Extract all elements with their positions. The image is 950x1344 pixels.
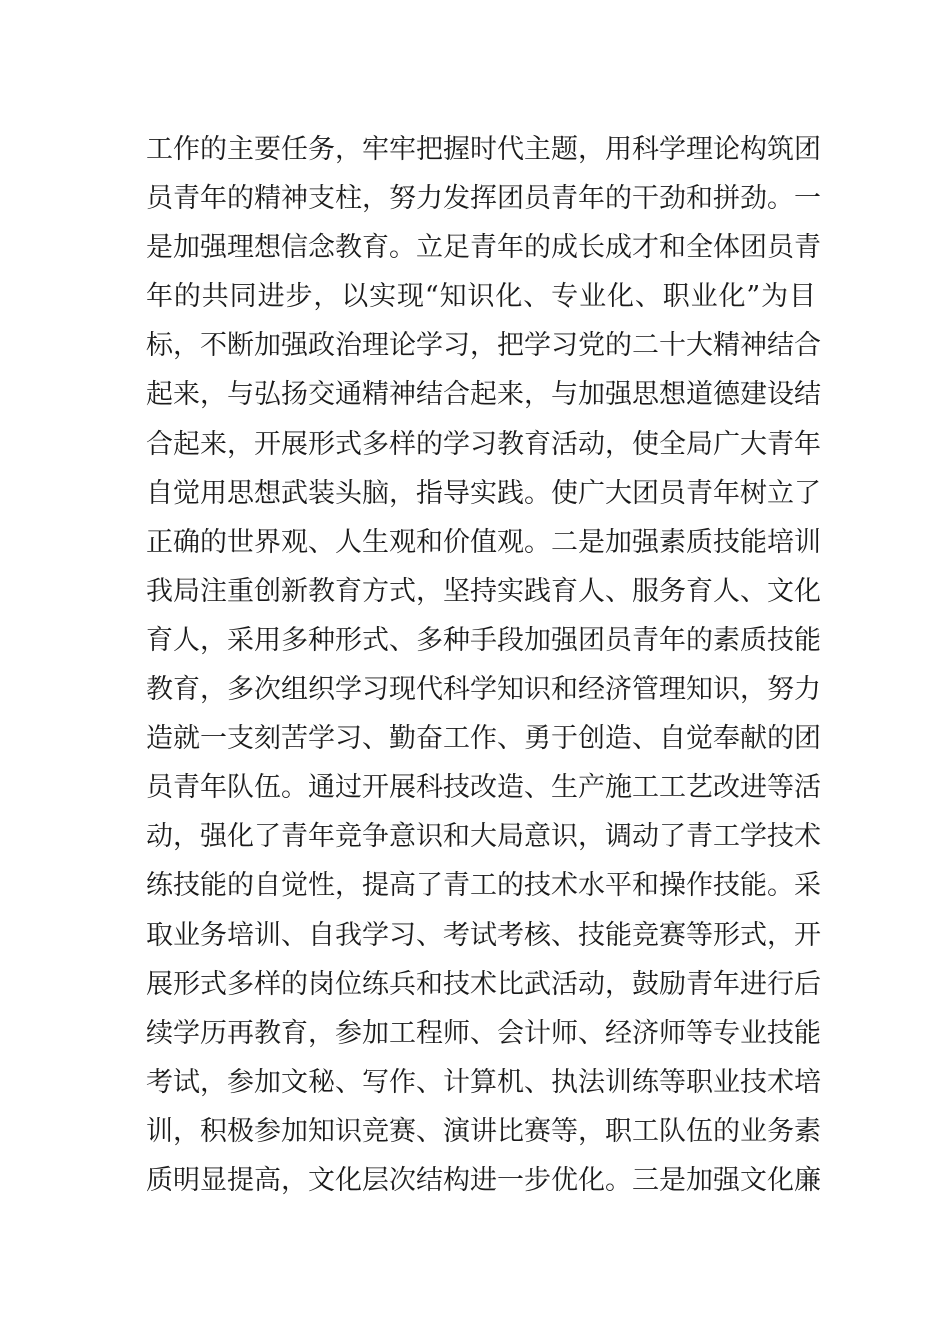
text-line: 自觉用思想武装头脑，指导实践。使广大团员青年树立了 xyxy=(146,477,821,509)
text-line: 年的共同进步，以实现“知识化、专业化、职业化”为目 xyxy=(146,281,816,313)
text-line: 工作的主要任务，牢牢把握时代主题，用科学理论构筑团 xyxy=(146,134,821,165)
text-line: 展形式多样的岗位练兵和技术比武活动，鼓励青年进行后 xyxy=(146,968,821,1000)
text-line: 训，积极参加知识竞赛、演讲比赛等，职工队伍的业务素 xyxy=(146,1115,821,1147)
text-line: 员青年队伍。通过开展科技改造、生产施工工艺改进等活 xyxy=(146,772,821,804)
text-line: 考试，参加文秘、写作、计算机、执法训练等职业技术培 xyxy=(146,1066,821,1098)
text-line: 教育，多次组织学习现代科学知识和经济管理知识，努力 xyxy=(146,674,821,706)
text-line: 续学历再教育，参加工程师、会计师、经济师等专业技能 xyxy=(146,1017,821,1049)
text-line: 起来，与弘扬交通精神结合起来，与加强思想道德建设结 xyxy=(146,379,821,411)
text-line: 取业务培训、自我学习、考试考核、技能竞赛等形式，开 xyxy=(146,919,821,951)
text-line: 标，不断加强政治理论学习，把学习党的二十大精神结合 xyxy=(146,330,821,362)
text-line: 育人，采用多种形式、多种手段加强团员青年的素质技能 xyxy=(146,624,821,656)
body-paragraph xyxy=(146,125,821,1205)
text-line: 练技能的自觉性，提高了青工的技术水平和操作技能。采 xyxy=(146,870,821,902)
text-line: 动，强化了青年竞争意识和大局意识，调动了青工学技术 xyxy=(146,821,821,853)
text-line: 是加强理想信念教育。立足青年的成长成才和全体团员青 xyxy=(146,232,821,264)
text-line: 质明显提高，文化层次结构进一步优化。三是加强文化廉 xyxy=(146,1164,821,1196)
text-line: 正确的世界观、人生观和价值观。二是加强素质技能培训 xyxy=(146,526,821,558)
text-line: 员青年的精神支柱，努力发挥团员青年的干劲和拼劲。一 xyxy=(146,183,821,215)
text-line: 我局注重创新教育方式，坚持实践育人、服务育人、文化 xyxy=(146,575,821,607)
text-line: 合起来，开展形式多样的学习教育活动，使全局广大青年 xyxy=(146,428,821,460)
text-line: 造就一支刻苦学习、勤奋工作、勇于创造、自觉奉献的团 xyxy=(146,723,821,755)
